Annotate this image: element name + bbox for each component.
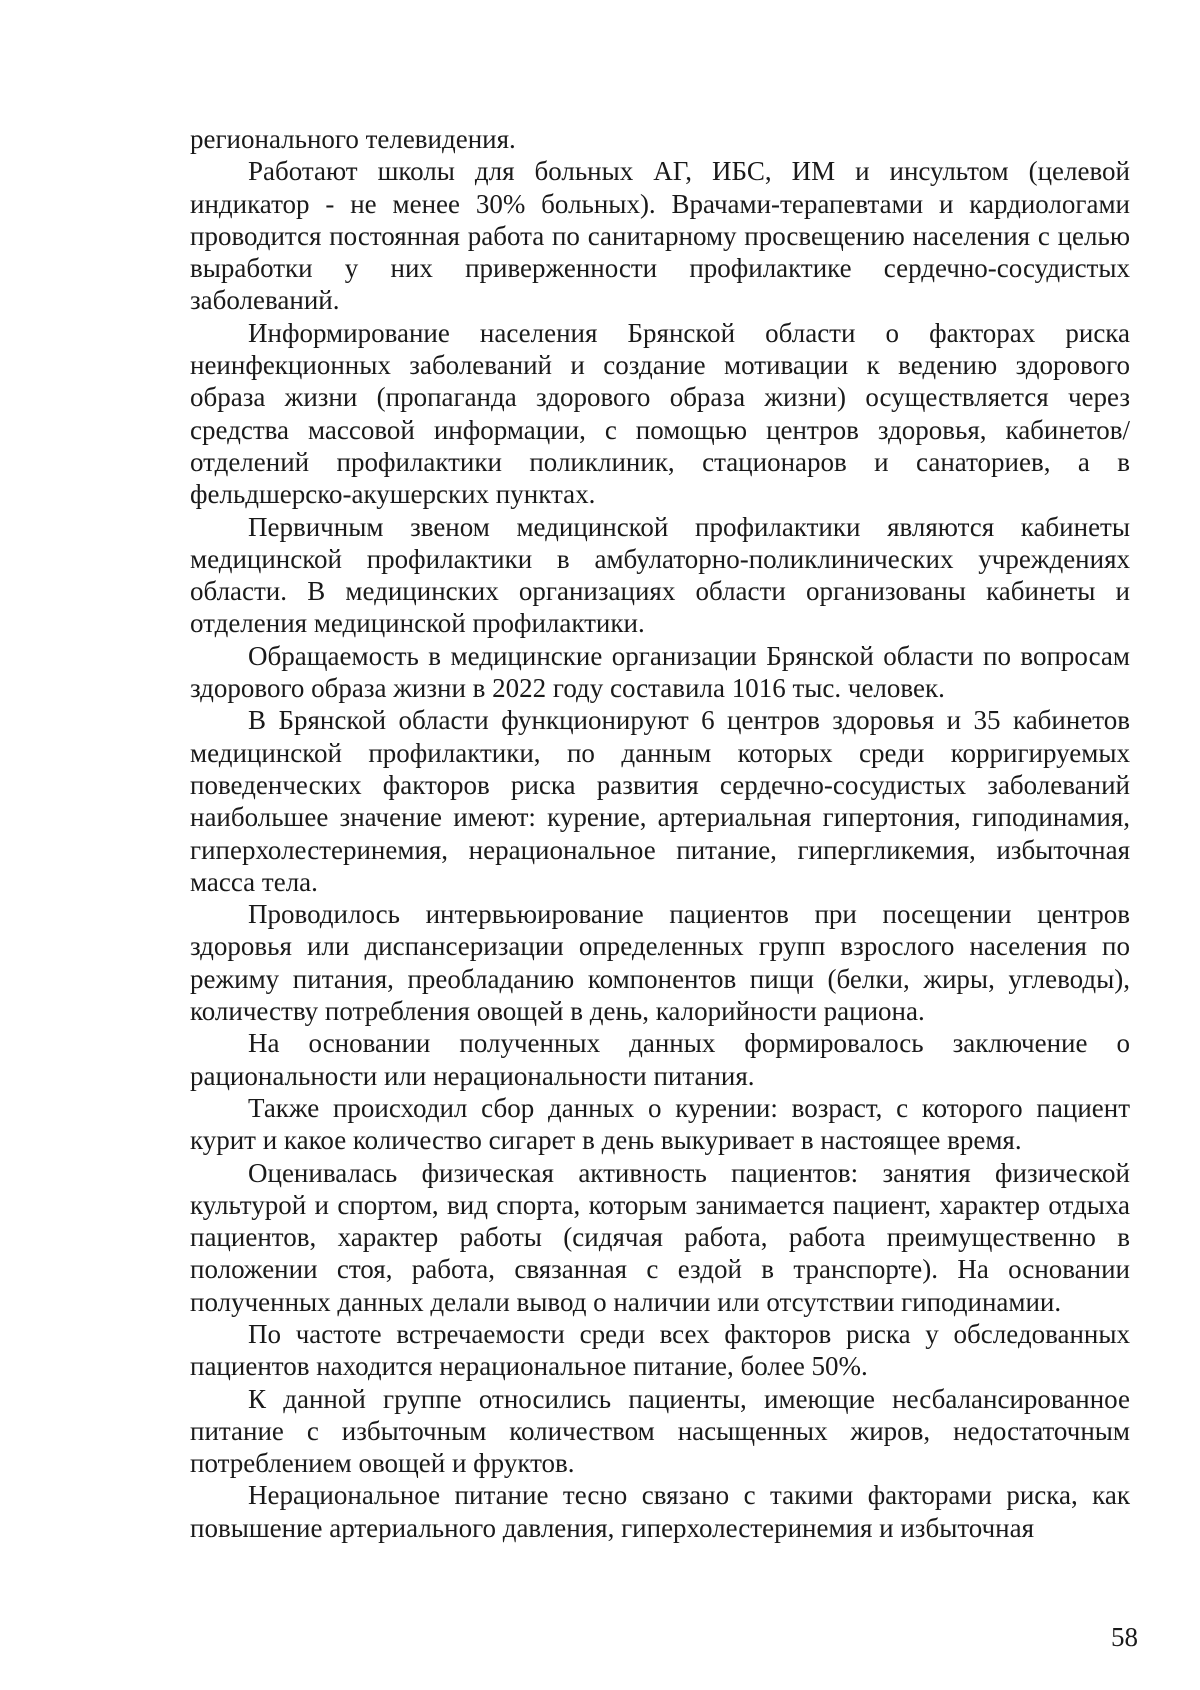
paragraph: На основании полученных данных формировалось заключение о рациональности или нерациональности питания. xyxy=(190,1028,1130,1091)
paragraph: Информирование населения Брянской области о факторах риска неинфекционных заболеваний и создание мотивации к ведению здорового образа жизни (пропаганда здорового образа жизни) осуществляется через средства массовой информации, с помощью центров здоровья, кабинетов/отделений профилактики поликлиник, стационаров и санаториев, а в фельдшерско-акушерских пунктах. xyxy=(190,317,1130,510)
paragraph: По частоте встречаемости среди всех факторов риска у обследованных пациентов находится нерациональное питание, более 50%. xyxy=(190,1318,1130,1382)
paragraph-continuation: регионального телевидения. xyxy=(190,124,516,154)
paragraph: Нерациональное питание тесно связано с такими факторами риска, как повышение артериального давления, гиперхолестеринемия и избыточная xyxy=(190,1480,1130,1543)
paragraph: Оценивалась физическая активность пациентов: занятия физической культурой и спортом, вид спорта, которым занимается пациент, характер отдыха пациентов, характер работы (сидячая работа, работа преимущественно в положении стоя, работа, связанная с ездой в транспорте). На основании полученных данных делали вывод о наличии или отсутствии гиподинамии. xyxy=(190,1157,1130,1317)
paragraph: Обращаемость в медицинские организации Брянской области по вопросам здорового образа жизни в 2022 году составила 1016 тыс. человек. xyxy=(190,640,1130,704)
paragraph: В Брянской области функционируют 6 центров здоровья и 35 кабинетов медицинской профилактики, по данным которых среди корригируемых поведенческих факторов риска развития сердечно-сосудистых заболеваний наибольшее значение имеют: курение, артериальная гипертония, гиподинамия, гиперхолестеринемия, нерациональное питание, гипергликемия, избыточная масса тела. xyxy=(190,705,1130,897)
paragraph: Также происходил сбор данных о курении: возраст, с которого пациент курит и какое количество сигарет в день выкуривает в настоящее время. xyxy=(190,1092,1130,1156)
document-body xyxy=(190,123,1130,1544)
paragraph: Работают школы для больных АГ, ИБС, ИМ и инсультом (целевой индикатор - не менее 30% больных). Врачами-терапевтами и кардиологами проводится постоянная работа по санитарному просвещению населения с целью выработки у них приверженности профилактике сердечно-сосудистых заболеваний. xyxy=(190,156,1130,316)
paragraph: Проводилось интервьюирование пациентов при посещении центров здоровья или диспансеризации определенных групп взрослого населения по режиму питания, преобладанию компонентов пищи (белки, жиры, углеводы), количеству потребления овощей в день, калорийности рациона. xyxy=(190,899,1130,1027)
paragraph: К данной группе относились пациенты, имеющие несбалансированное питание с избыточным количеством насыщенных жиров, недостаточным потреблением овощей и фруктов. xyxy=(190,1383,1130,1479)
paragraph: Первичным звеном медицинской профилактики являются кабинеты медицинской профилактики в амбулаторно-поликлинических учреждениях области. В медицинских организациях области организованы кабинеты и отделения медицинской профилактики. xyxy=(190,511,1130,639)
page-number: 58 xyxy=(1111,1622,1138,1652)
